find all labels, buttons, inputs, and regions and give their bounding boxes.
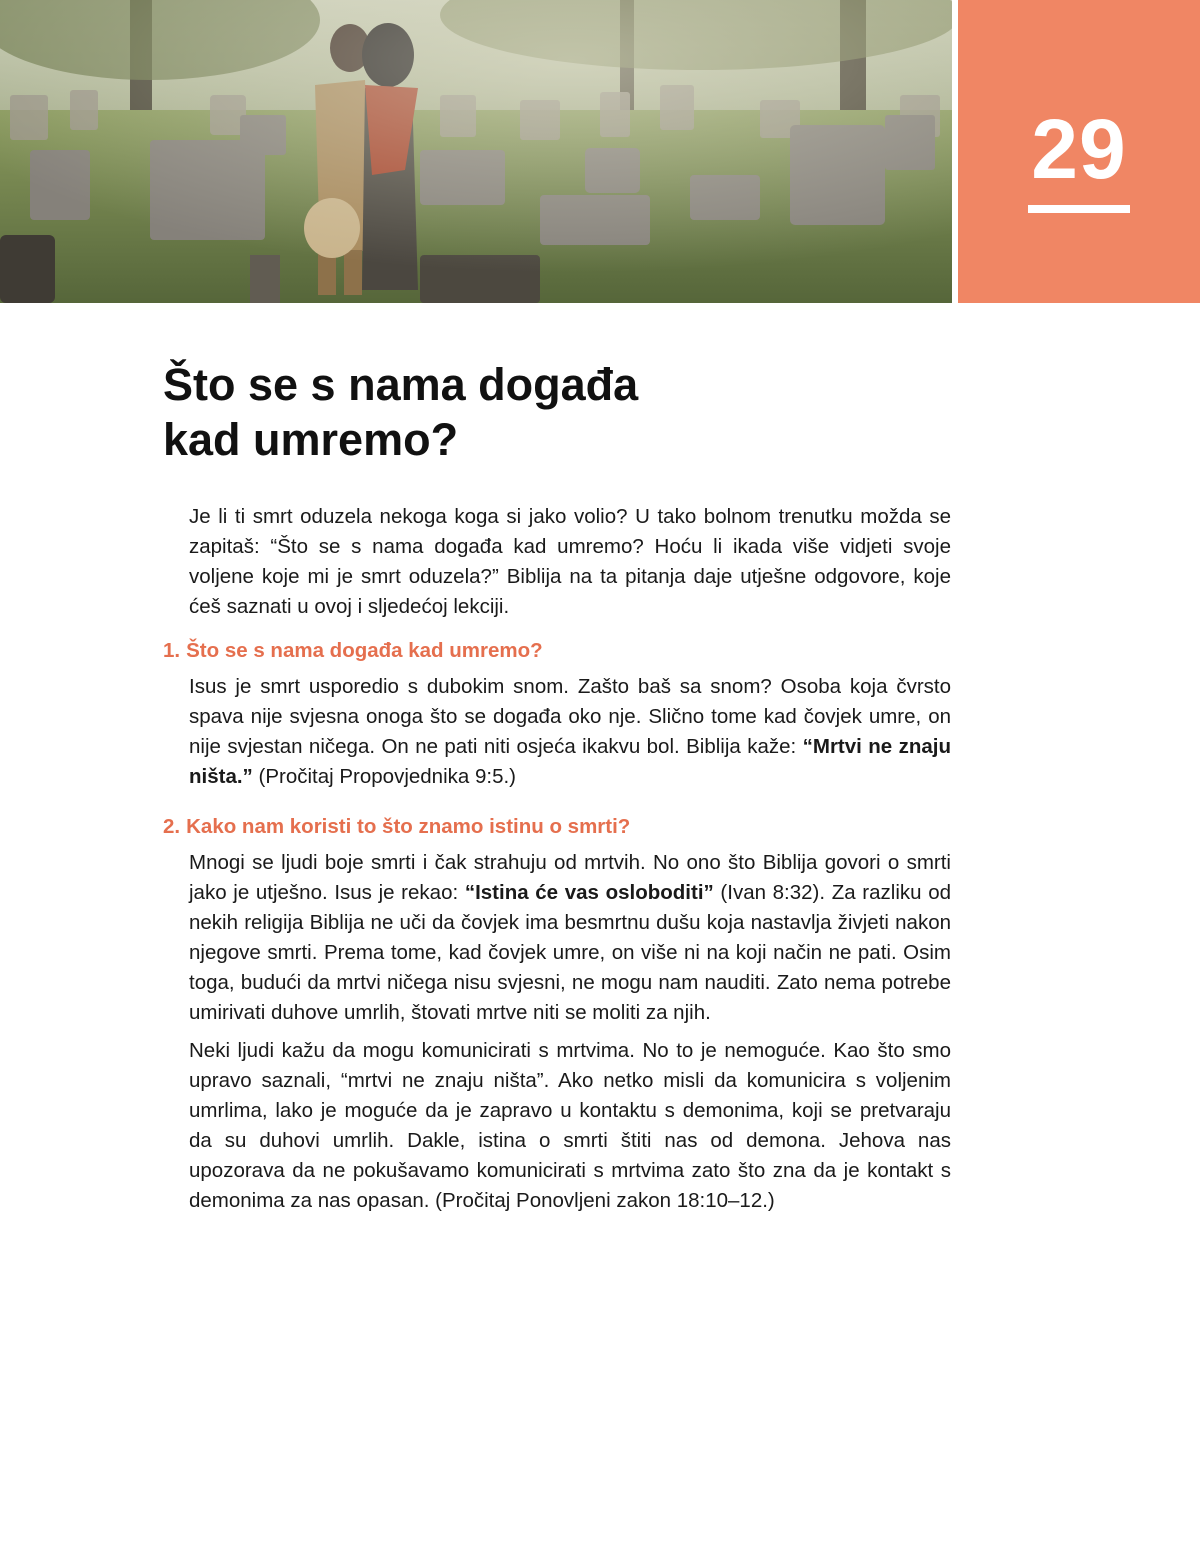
section-1-reference: (Pročitaj Propovjednika 9:5.) <box>252 765 517 788</box>
lesson-content <box>163 502 951 1224</box>
section-1-text: Isus je smrt usporedio s dubokim snom. Zašto baš sa snom? Osoba koja čvrsto spava nije svjesna onoga što se događa oko nje. Slično tome kad čovjek umre, on nije svjestan ničega. On ne pati niti osjeća ikakvu bol. Biblija kaže: <box>189 675 951 758</box>
lesson-number-box <box>958 0 1200 303</box>
section-1-paragraph <box>189 672 951 792</box>
lesson-number-underline <box>1028 205 1130 213</box>
section-2-heading <box>163 812 951 842</box>
page-title <box>163 357 863 467</box>
intro-paragraph: Je li ti smrt oduzela nekoga koga si jako volio? U tako bolnom trenutku možda se zapitaš: “Što se s nama događa kad umremo? Hoću li ikada više vidjeti svoje voljene koje mi je smrt oduzela?” Biblija na ta pitanja daje utješne odgovore, koje ćeš saznati u ovoj i sljedećoj lekciji. <box>189 505 951 618</box>
section-2-number: 2. <box>163 815 181 838</box>
section-2-text-continued: (Ivan 8:32). Za razliku od nekih religija Biblija ne uči da čovjek ima besmrtnu dušu koja nastavlja živjeti nakon njegove smrti. Prema tome, kad čovjek umre, on više ni na koji način ne pati. Osim toga, budući da mrtvi ničega nisu svjesni, ne mogu nam nauditi. Zato nema potrebe umirivati duhove umrlih, štovati mrtve niti se moliti za njih. <box>189 881 951 1024</box>
section-2-paragraph-2: Neki ljudi kažu da mogu komunicirati s mrtvima. No to je nemoguće. Kao što smo upravo saznali, “mrtvi ne znaju ništa”. Ako netko misli da komunicira s voljenim umrlima, lako je moguće da je zapravo u kontaktu s demonima, koji se pretvaraju da su duhovi umrlih. Dakle, istina o smrti štiti nas od demona. Jehova nas upozorava da ne pokušavamo komunicirati s mrtvima zato što zna da je kontakt s demonima za nas opasan. (Pročitaj Ponovljeni zakon 18:10–12.) <box>189 1039 951 1212</box>
section-2-title: Kako nam koristi to što znamo istinu o smrti? <box>186 815 631 838</box>
section-2-scripture-quote: “Istina će vas osloboditi” <box>464 881 714 904</box>
section-2-paragraph-1 <box>189 848 951 1028</box>
hero-photo <box>0 0 952 303</box>
section-1-number: 1. <box>163 639 181 662</box>
section-2-text: Mnogi se ljudi boje smrti i čak strahuju od mrtvih. No ono što Biblija govori o smrti jako je utješno. Isus je rekao: <box>189 851 951 904</box>
lesson-number: 29 <box>1031 102 1127 196</box>
page-title-line-1: Što se s nama događa <box>163 359 639 410</box>
cemetery-illustration <box>0 0 952 303</box>
page-title-line-2: kad umremo? <box>163 414 459 465</box>
section-1-scripture-quote: “Mrtvi ne znaju ništa.” <box>189 735 951 788</box>
section-1-title: Što se s nama događa kad umremo? <box>186 639 543 662</box>
section-1-heading <box>163 636 951 666</box>
